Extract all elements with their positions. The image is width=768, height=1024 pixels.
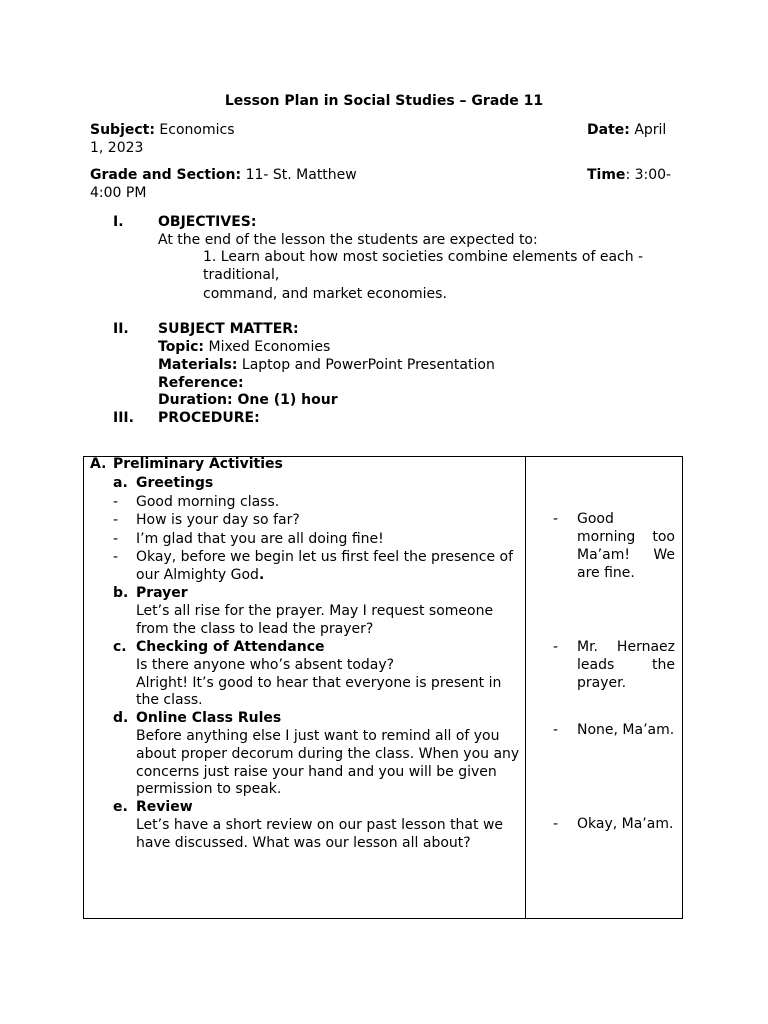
response-3: None, Ma’am. — [577, 722, 675, 738]
review-title: Review — [136, 799, 193, 815]
response-2-line-1 — [577, 638, 675, 656]
section-iii-title: PROCEDURE: — [158, 410, 260, 426]
objective-item-line2: traditional, — [203, 267, 280, 283]
greeting-bullet-3: - — [113, 531, 119, 547]
topic-line — [158, 338, 330, 356]
greeting-line-4a: Okay, before we begin let us first feel the presence of — [136, 549, 514, 565]
response-1-line-4-word-1: are fine. — [577, 565, 635, 581]
response-4-dash: - — [553, 816, 559, 832]
date-value: April — [634, 122, 667, 138]
materials-label: Materials: — [158, 357, 238, 373]
response-2-line-1-word-2: Hernaez — [616, 639, 675, 655]
objectives-intro: At the end of the lesson the students are expected to: — [158, 232, 538, 248]
prayer-title: Prayer — [136, 585, 188, 601]
response-2-line-3-word-1: prayer. — [577, 675, 627, 691]
attendance-title: Checking of Attendance — [136, 639, 325, 655]
objective-item-line1: 1. Learn about how most societies combine elements of each - — [203, 249, 644, 265]
greeting-line-4b-text: our Almighty God — [136, 567, 259, 583]
response-1-line-4 — [577, 564, 675, 582]
subject-label: Subject: — [90, 122, 155, 138]
activity-a-title: Preliminary Activities — [113, 456, 283, 472]
response-2-line-2 — [577, 656, 675, 674]
response-1-line-1 — [577, 510, 675, 528]
response-1-line-2-word-2: too — [652, 529, 675, 545]
materials-value: Laptop and PowerPoint Presentation — [241, 357, 495, 373]
objective-item-line3: command, and market economies. — [203, 286, 447, 302]
greeting-line-1: Good morning class. — [136, 494, 280, 510]
response-1-dash: - — [553, 511, 559, 527]
subject-line — [90, 121, 235, 139]
prayer-line-2: from the class to lead the prayer? — [136, 621, 374, 637]
response-4: Okay, Ma’am. — [577, 816, 674, 832]
date-label: Date: — [587, 122, 630, 138]
rules-label: d. — [113, 710, 129, 726]
rules-line-1: Before anything else I just want to remind all of you — [136, 728, 500, 744]
response-1-line-3-word-2: We — [653, 547, 675, 563]
time-line — [587, 166, 671, 184]
prayer-line-1: Let’s all rise for the prayer. May I request someone — [136, 603, 494, 619]
response-1-line-2-word-1: morning — [577, 529, 636, 545]
date-continuation: 1, 2023 — [90, 140, 144, 156]
duration-line: Duration: One (1) hour — [158, 392, 338, 408]
greeting-line-3: I’m glad that you are all doing fine! — [136, 531, 384, 547]
topic-label: Topic: — [158, 339, 205, 355]
greeting-line-2: How is your day so far? — [136, 512, 300, 528]
activity-a-label: A. — [90, 456, 107, 472]
greeting-bullet-4: - — [113, 549, 119, 565]
grade-label: Grade and Section: — [90, 167, 242, 183]
subject-value: Economics — [159, 122, 235, 138]
response-1-line-3 — [577, 546, 675, 564]
greeting-bullet-2: - — [113, 512, 119, 528]
attendance-label: c. — [113, 639, 127, 655]
materials-line — [158, 356, 495, 374]
review-line-1: Let’s have a short review on our past lesson that we — [136, 817, 504, 833]
rules-line-2: about proper decorum during the class. When you any — [136, 746, 520, 762]
greetings-label: a. — [113, 475, 128, 491]
response-1-line-3-word-1: Ma’am! — [577, 547, 630, 563]
response-2-dash: - — [553, 639, 559, 655]
response-2-line-2-word-1: leads — [577, 657, 615, 673]
response-3-dash: - — [553, 722, 559, 738]
date-line — [587, 121, 666, 139]
rules-title: Online Class Rules — [136, 710, 282, 726]
attendance-line-1: Is there anyone who’s absent today? — [136, 657, 395, 673]
response-2-line-2-word-2: the — [652, 657, 675, 673]
section-iii-number: III. — [113, 410, 134, 426]
response-2 — [577, 638, 675, 692]
time-continuation: 4:00 PM — [90, 185, 147, 201]
response-1 — [577, 510, 675, 582]
greeting-line-4b-period: . — [258, 567, 265, 583]
response-2-line-3 — [577, 674, 675, 692]
time-label: Time — [587, 167, 626, 183]
rules-line-4: permission to speak. — [136, 781, 282, 797]
table-column-divider — [525, 456, 526, 918]
section-i-title: OBJECTIVES: — [158, 214, 257, 230]
topic-value: Mixed Economies — [208, 339, 331, 355]
response-2-line-1-word-1: Mr. — [577, 639, 598, 655]
grade-value: 11- St. Matthew — [245, 167, 357, 183]
review-label: e. — [113, 799, 128, 815]
rules-line-3: concerns just raise your hand and you will be given — [136, 764, 497, 780]
prayer-label: b. — [113, 585, 129, 601]
section-ii-title: SUBJECT MATTER: — [158, 321, 299, 337]
document-title: Lesson Plan in Social Studies – Grade 11 — [224, 93, 544, 109]
attendance-line-3: the class. — [136, 692, 203, 708]
response-1-line-1-word-1: Good — [577, 511, 614, 527]
response-1-line-2 — [577, 528, 675, 546]
section-ii-number: II. — [113, 321, 129, 337]
grade-line — [90, 166, 357, 184]
reference-label: Reference: — [158, 375, 244, 391]
greetings-title: Greetings — [136, 475, 214, 491]
section-i-number: I. — [113, 214, 124, 230]
greeting-line-4b — [136, 566, 264, 584]
time-value: : 3:00- — [625, 167, 672, 183]
review-line-2: have discussed. What was our lesson all about? — [136, 835, 471, 851]
attendance-line-2: Alright! It’s good to hear that everyone is present in — [136, 675, 502, 691]
greeting-bullet-1: - — [113, 494, 119, 510]
